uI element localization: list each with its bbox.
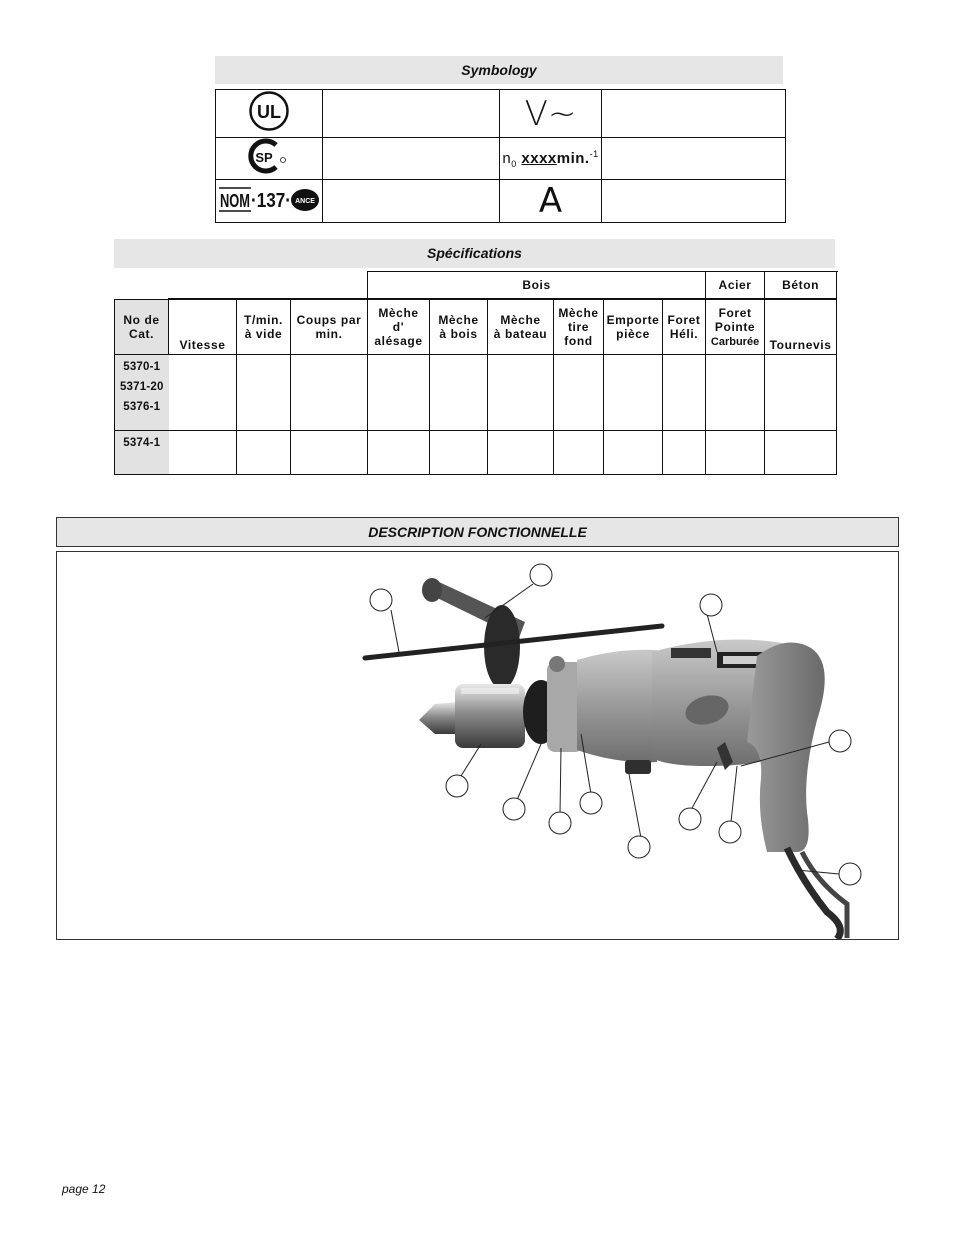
description-heading: DESCRIPTION FONCTIONNELLE (56, 517, 899, 547)
header-tournevis: Tournevis (765, 299, 837, 355)
spec-cell (368, 431, 430, 475)
callout-circle (700, 594, 722, 616)
ul-cell (216, 90, 323, 138)
spec-cell (169, 431, 237, 475)
spec-cell (430, 355, 488, 431)
callout-circle (370, 589, 392, 611)
header-foret-pointe: Foret Pointe Carburée (706, 299, 765, 355)
callout-circle (503, 798, 525, 820)
voltage-cell (500, 90, 602, 138)
spec-cell (237, 355, 291, 431)
catalog-cell-group-2 (115, 431, 169, 475)
svg-text:NOM: NOM (220, 190, 250, 211)
header-emporte-piece: Emporte pièce (604, 299, 663, 355)
nom-137-ance-icon (217, 182, 321, 216)
ampere-description-cell (602, 180, 786, 223)
ampere-symbol: A (538, 181, 563, 221)
catalog-number: 5374-1 (123, 437, 161, 449)
rpm-symbol: $n_0$ xxxxmin.$^{-1}$ (502, 148, 599, 169)
pistol-grip (747, 643, 825, 852)
spec-cell (488, 431, 554, 475)
spec-cell (706, 431, 765, 475)
catalog-cell-group-1 (115, 355, 169, 431)
callout-circle (446, 775, 468, 797)
header-vitesse: Vitesse (169, 299, 237, 355)
catalog-number: 5371-20 (119, 381, 164, 393)
header-foret-heli: Foret Héli. (663, 299, 706, 355)
callout-circle (549, 812, 571, 834)
spec-cell (765, 355, 837, 431)
spec-cell (430, 431, 488, 475)
header-catalog: No de Cat. (115, 299, 169, 355)
ul-listed-icon (248, 90, 290, 132)
voltage-description-cell (602, 90, 786, 138)
drill-illustration (57, 552, 898, 939)
svg-text:UL: UL (257, 102, 281, 122)
callout-circle (829, 730, 851, 752)
spec-cell (291, 431, 368, 475)
header-coups: Coups par min. (291, 299, 368, 355)
csa-cell (216, 138, 323, 180)
header-tmin: T/min. à vide (237, 299, 291, 355)
page-number: page 12 (62, 1182, 106, 1196)
spec-cell (368, 355, 430, 431)
svg-text:SP: SP (255, 150, 273, 165)
svg-text:·137·: ·137· (251, 189, 291, 212)
rpm-cell (500, 138, 602, 180)
spec-cell (291, 355, 368, 431)
spec-cell (765, 431, 837, 475)
catalog-number: 5376-1 (123, 401, 161, 413)
callout-circle (530, 564, 552, 586)
ampere-cell (500, 180, 602, 223)
nom-cell (216, 180, 323, 223)
group-beton: Béton (765, 272, 837, 300)
spec-cell (604, 431, 663, 475)
callout-circle (580, 792, 602, 814)
callout-circle (719, 821, 741, 843)
header-meche-bois: Mèche à bois (430, 299, 488, 355)
callout-circle (679, 808, 701, 830)
spec-cell (663, 431, 706, 475)
nom-description-cell (323, 180, 500, 223)
spec-cell (706, 355, 765, 431)
spec-cell (604, 355, 663, 431)
csa-certified-icon (247, 138, 291, 174)
description-frame (56, 551, 899, 940)
spec-cell (554, 355, 604, 431)
specifications-heading: Spécifications (114, 239, 835, 268)
callout-circle (628, 836, 650, 858)
rpm-description-cell (602, 138, 786, 180)
spec-cell (663, 355, 706, 431)
spec-cell (237, 431, 291, 475)
svg-text:ANCE: ANCE (295, 197, 315, 205)
header-alesage: Mèche d' alésage (368, 299, 430, 355)
symbology-table (215, 89, 786, 223)
catalog-number: 5370-1 (123, 361, 161, 373)
specifications-table (114, 271, 837, 475)
voltage-symbol: V~ (524, 93, 577, 134)
spec-cell (554, 431, 604, 475)
spec-cell (169, 355, 237, 431)
header-tire-fond: Mèche tire fond (554, 299, 604, 355)
callout-circle (839, 863, 861, 885)
header-meche-bateau: Mèche à bateau (488, 299, 554, 355)
symbology-heading: Symbology (215, 56, 783, 84)
csa-description-cell (323, 138, 500, 180)
group-bois: Bois (368, 272, 706, 300)
ul-description-cell (323, 90, 500, 138)
group-acier: Acier (706, 272, 765, 300)
spec-cell (488, 355, 554, 431)
